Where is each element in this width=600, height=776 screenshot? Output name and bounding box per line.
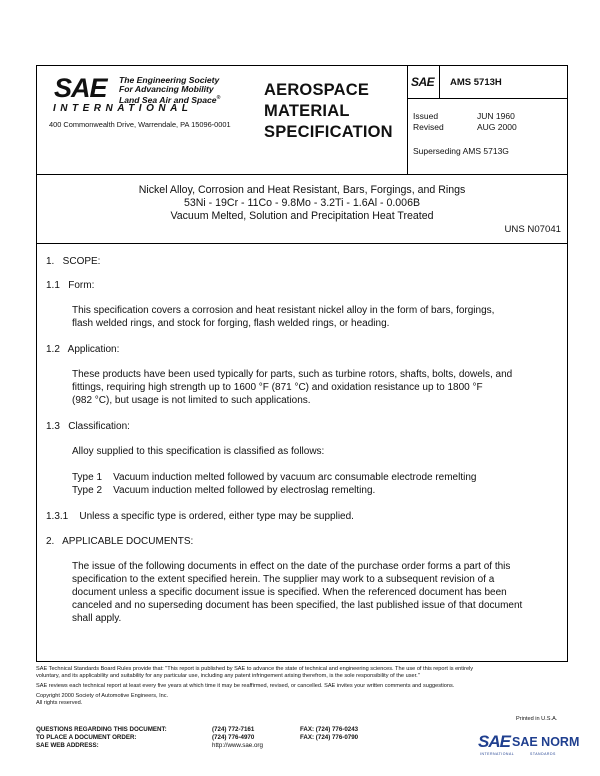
sae-norm-logo: SAE xyxy=(478,732,510,751)
web-label: SAE WEB ADDRESS: xyxy=(36,742,99,749)
order-tel: (724) 776-4970 xyxy=(212,734,255,741)
section-1-heading: 1. SCOPE: xyxy=(46,256,101,267)
superseding: Superseding AMS 5713G xyxy=(413,146,509,156)
divider xyxy=(407,98,567,99)
title-line-2: 53Ni - 19Cr - 11Co - 9.8Mo - 3.2Ti - 1.6Al - 0.006B xyxy=(183,197,421,209)
revised-date: AUG 2000 xyxy=(477,122,517,132)
section-2-text: The issue of the following documents in effect on the date of the purchase order forms a part of this specification to the extent specified herein. The supplier may work to a subsequent revision of a document unless a specific document issue is specified. When the referenced document has been canceled and no superseding document has been specified, the last published issue of that document shall apply. xyxy=(72,561,523,624)
title-line-1: Nickel Alloy, Corrosion and Heat Resistant, Bars, Forgings, and Rings xyxy=(138,184,466,196)
section-2-heading: 2. APPLICABLE DOCUMENTS: xyxy=(46,536,194,547)
order-fax: FAX: (724) 776-0790 xyxy=(300,734,359,741)
section-1-3-text: Alloy supplied to this specification is classified as follows: xyxy=(72,446,325,457)
title-line-3: Vacuum Melted, Solution and Precipitation Heat Treated xyxy=(170,210,434,222)
type-2: Type 2 Vacuum induction melted followed by electroslag remelting. xyxy=(72,485,376,496)
issued-label: Issued xyxy=(413,111,439,121)
web-url[interactable]: http://www.sae.org xyxy=(212,742,263,749)
spec-title: AEROSPACE MATERIAL SPECIFICATION xyxy=(264,81,393,141)
international-label: INTERNATIONAL xyxy=(53,103,193,114)
address: 400 Commonwealth Drive, Warrendale, PA 15096-0001 xyxy=(49,120,231,129)
ams-number: AMS 5713H xyxy=(450,77,502,88)
questions-tel: (724) 772-7161 xyxy=(212,726,255,733)
section-1-2-heading: 1.2 Application: xyxy=(46,344,120,355)
section-1-2-text: These products have been used typically for parts, such as turbine rotors, shafts, bolts, dowels, and fittings, requiring high strength up to 1600 °F (871 °C) and oxidation resistance up to 1800 °F (982 °C), but usage is not limited to such applications. xyxy=(72,369,513,406)
sae-norm-text: SAE NORM xyxy=(512,735,580,749)
questions-fax: FAX: (724) 776-0243 xyxy=(300,726,359,733)
sae-norm-sub2: STANDARDS xyxy=(530,752,556,756)
footer-disclaimer: SAE Technical Standards Board Rules provide that: "This report is published by SAE to advance the state of technical and engineering sciences. The use of this report is entirely voluntary, and its applicability and suitability for any particular use, including any patent infringement arising therefrom, is the sole responsibility of the user." SAE reviews each technical report at least every five years at which time it may be reaffirmed, revised, or cancelled. SAE invites your written comments and suggestions. Copyright 2000 Society of Automotive Engineers, Inc. All rights reserved. xyxy=(36,666,474,706)
society-text: The Engineering Society For Advancing Mobility Land Sea Air and Space® xyxy=(119,75,221,105)
revised-label: Revised xyxy=(413,122,444,132)
sae-small-logo: SAE xyxy=(411,75,435,89)
title-block xyxy=(36,173,568,244)
sae-norm-sub1: INTERNATIONAL xyxy=(480,752,515,756)
issued-date: JUN 1960 xyxy=(477,111,515,121)
section-1-1-text: This specification covers a corrosion and heat resistant nickel alloy in the form of bars, forgings, flash welded rings, and stock for forging, flash welded rings, or heading. xyxy=(72,305,495,329)
divider xyxy=(439,66,440,98)
type-1: Type 1 Vacuum induction melted followed by vacuum arc consumable electrode remelting xyxy=(72,472,477,483)
order-label: TO PLACE A DOCUMENT ORDER: xyxy=(36,734,137,741)
uns-number: UNS N07041 xyxy=(504,224,561,235)
document-body xyxy=(36,243,568,662)
section-1-3-1: 1.3.1 Unless a specific type is ordered, either type may be supplied. xyxy=(46,511,354,522)
questions-label: QUESTIONS REGARDING THIS DOCUMENT: xyxy=(36,726,167,733)
printed-in: Printed in U.S.A. xyxy=(516,716,558,722)
header-box xyxy=(36,65,568,175)
section-1-3-heading: 1.3 Classification: xyxy=(46,421,130,432)
sae-logo: SAE xyxy=(54,73,107,103)
divider xyxy=(407,66,408,174)
section-1-1-heading: 1.1 Form: xyxy=(46,280,95,291)
